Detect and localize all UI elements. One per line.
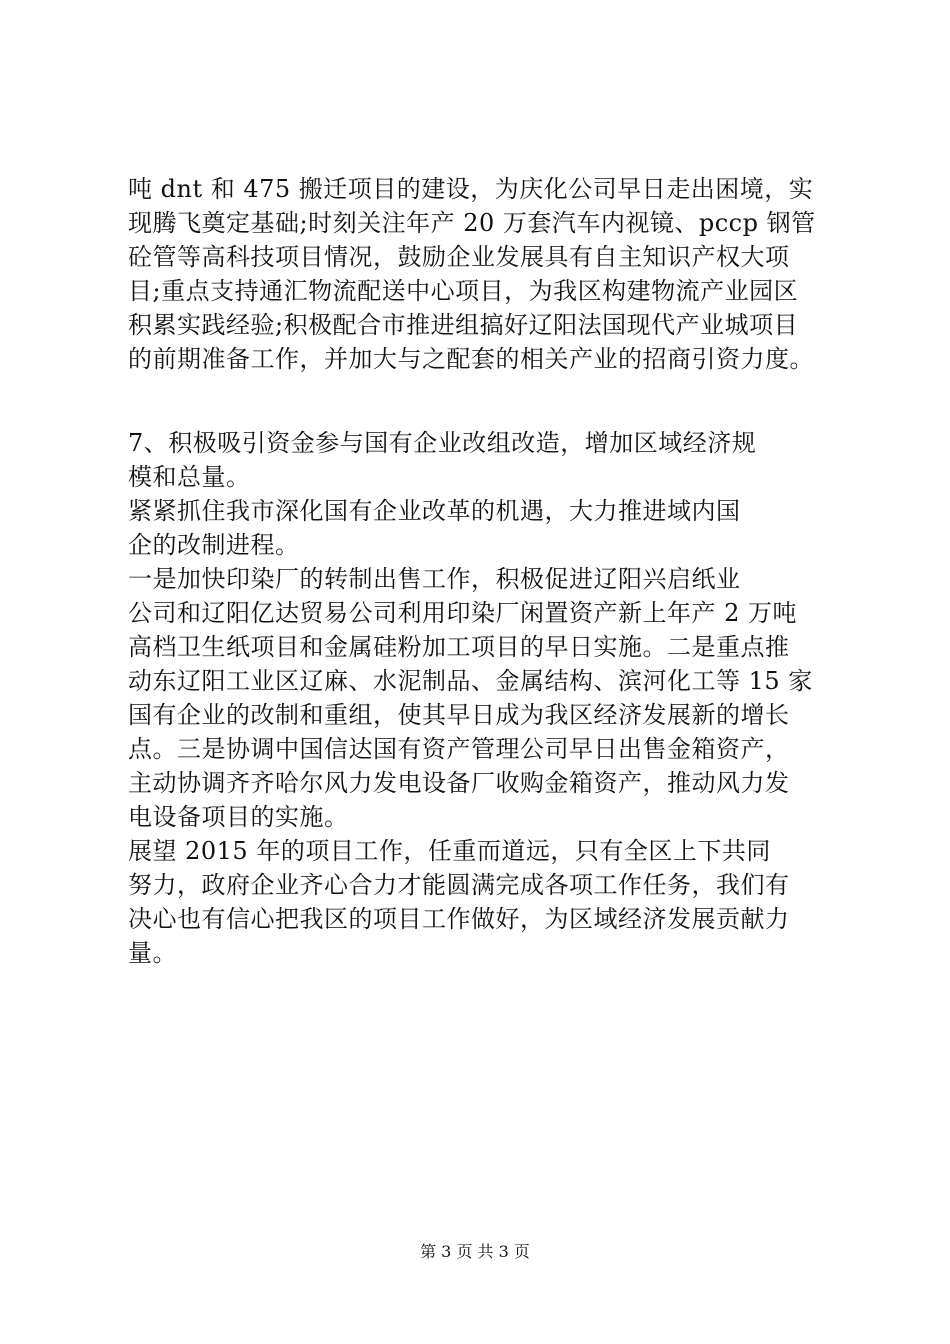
paragraph-gap — [128, 376, 828, 426]
text-line: 现腾飞奠定基础;时刻关注年产 20 万套汽车内视镜、pccp 钢管 — [128, 209, 816, 237]
text-line: 积累实践经验;积极配合市推进组搞好辽阳法国现代产业城项目 — [128, 311, 799, 339]
text-line: 模和总量。 — [128, 463, 251, 491]
page-footer: 第 3 页 共 3 页 — [420, 1242, 530, 1261]
text-line: 7、积极吸引资金参与国有企业改组改造，增加区域经济规 — [128, 429, 757, 457]
text-line: 紧紧抓住我市深化国有企业改革的机遇，大力推进域内国 — [128, 497, 741, 525]
text-line: 吨 dnt 和 475 搬迁项目的建设，为庆化公司早日走出困境，实 — [128, 175, 814, 203]
text-line: 的前期准备工作，并加大与之配套的相关产业的招商引资力度。 — [128, 345, 814, 373]
text-line: 企的改制进程。 — [128, 531, 300, 559]
text-line: 一是加快印染厂的转制出售工作，积极促进辽阳兴启纸业 — [128, 565, 741, 593]
text-line: 动东辽阳工业区辽麻、水泥制品、金属结构、滨河化工等 15 家 — [128, 667, 813, 695]
text-line: 电设备项目的实施。 — [128, 803, 349, 831]
text-line: 点。三是协调中国信达国有资产管理公司早日出售金箱资产， — [128, 735, 790, 763]
text-line: 决心也有信心把我区的项目工作做好，为区域经济发展贡献力 — [128, 905, 790, 933]
text-line: 砼管等高科技项目情况，鼓励企业发展具有自主知识产权大项 — [128, 243, 790, 271]
text-line: 主动协调齐齐哈尔风力发电设备厂收购金箱资产，推动风力发 — [128, 769, 790, 797]
text-line: 展望 2015 年的项目工作，任重而道远，只有全区上下共同 — [128, 837, 771, 865]
text-line: 目;重点支持通汇物流配送中心项目，为我区构建物流产业园区 — [128, 277, 799, 305]
text-line: 量。 — [128, 939, 177, 967]
text-line: 努力，政府企业齐心合力才能圆满完成各项工作任务，我们有 — [128, 871, 790, 899]
text-line: 公司和辽阳亿达贸易公司利用印染厂闲置资产新上年产 2 万吨 — [128, 599, 798, 627]
body-text — [128, 172, 828, 970]
text-line: 国有企业的改制和重组，使其早日成为我区经济发展新的增长 — [128, 701, 790, 729]
text-line: 高档卫生纸项目和金属硅粉加工项目的早日实施。二是重点推 — [128, 633, 790, 661]
